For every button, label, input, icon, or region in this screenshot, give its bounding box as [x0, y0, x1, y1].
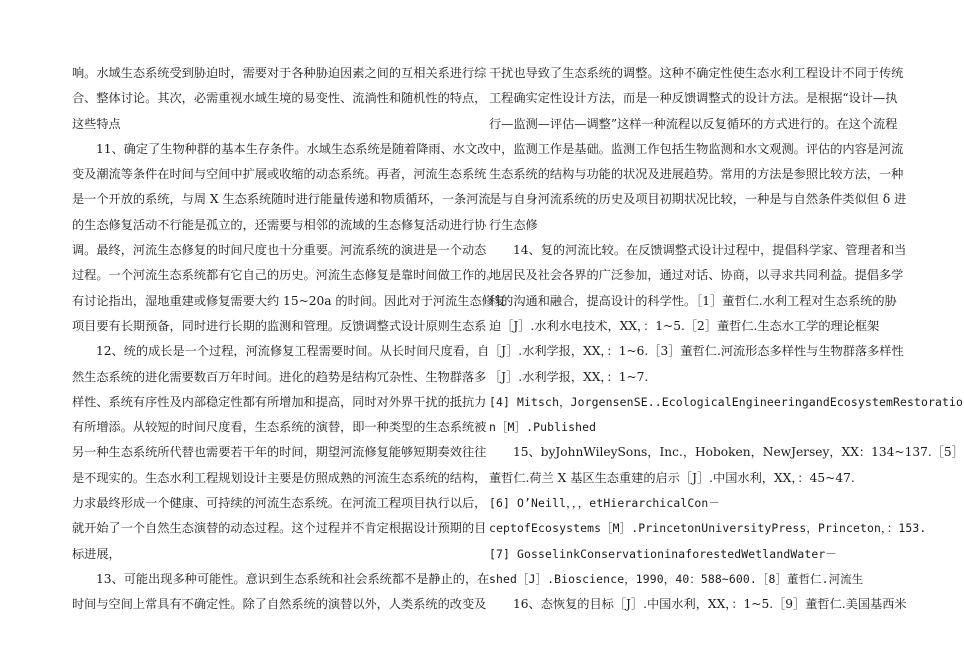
- text-line: 合、整体讨论。其次，必需重视水域生境的易变性、流淌性和随机性的特点，: [72, 91, 487, 106]
- text-line: [7] GosselinkConservationinaforestedWetlandWater－: [489, 546, 837, 561]
- text-line: 样性、系统有序性及内部稳定性都有所增加和提高，同时对外界干扰的抵抗力: [72, 394, 487, 409]
- text-line: 就开始了一个自然生态演替的动态过程。这个过程并不肯定根据设计预期的目: [72, 521, 487, 536]
- text-line: 项目要有长期预备，同时进行长期的监测和管理。反馈调整式设计原则生态系: [72, 318, 487, 333]
- text-line: ［J］.水利学报，XX，：1~6.［3］董哲仁.河流形态多样性与生物群落多样性: [489, 344, 904, 359]
- text-line: 是一个开放的系统，与周 X 生态系统随时进行能量传递和物质循环，一条河流: [72, 192, 491, 207]
- text-line: 过程。一个河流生态系统都有它自己的历史。河流生态修复是靠时间做工作的。: [72, 268, 499, 283]
- text-line: 另一种生态系统所代替也需要若干年的时间，期望河流修复能够短期奏效往往: [72, 445, 487, 460]
- text-line: 干扰也导致了生态系统的调整。这种不确定性使生态水利工程设计不同于传统: [489, 66, 904, 80]
- text-line: [6] O’Neill，，，etHierarchicalCon－: [489, 496, 720, 511]
- text-line: ［J］.水利学报，XX，：1~7.: [489, 369, 649, 384]
- left-text-column: [72, 61, 507, 618]
- text-line: 科的沟通和融合，提高设计的科学性。［1］董哲仁.水利工程对生态系统的胁: [489, 293, 897, 308]
- text-line: 中，监测工作是基础。监测工作包括生物监测和水文观测。评估的内容是河流: [489, 141, 904, 156]
- text-line: shed［J］.Bioscience，1990，40：588~600.［8］董哲仁.河流生: [489, 571, 864, 586]
- text-line: n［M］.Published: [489, 420, 597, 435]
- text-line: 12、统的成长是一个过程，河流修复工程需要时间。从长时间尺度看，自: [96, 344, 490, 359]
- text-line: 董哲仁.荷兰 X 基区生态重建的启示［J］.中国水利，XX，：45~47.: [489, 470, 855, 485]
- text-line: 变及潮流等条件在时间与空间中扩展或收缩的动态系统。再者，河流生态系统: [72, 167, 487, 182]
- text-line: 这些特点: [72, 116, 121, 131]
- text-line: 行—监测—评估—调整”这样一种流程以反复循环的方式进行的。在这个流程: [489, 116, 898, 131]
- text-line: 生态系统的结构与功能的状况及进展趋势。常用的方法是参照比较方法，一种: [489, 167, 904, 182]
- text-line: 15、byJohnWileySons，Inc.，Hoboken，NewJersey，XX：134~137.［5］: [513, 445, 964, 460]
- right-text-column: [489, 61, 964, 618]
- text-line: 14、复的河流比较。在反馈调整式设计过程中，提倡科学家、管理者和当: [513, 243, 907, 258]
- text-line: 的生态修复活动不行能是孤立的，还需要与相邻的流域的生态修复活动进行协: [72, 217, 487, 232]
- text-line: 有讨论指出，湿地重建或修复需要大约 15~20a 的时间。因此对于河流生态修复: [72, 293, 507, 308]
- text-line: 是与自身河流系统的历史及项目初期状况比较，一种是与自然条件类似但 δ 进: [489, 192, 907, 207]
- text-line: 11、确定了生物种群的基本生存条件。水域生态系统是随着降雨、水文改: [96, 141, 490, 156]
- text-line: 13、可能出现多种可能性。意识到生态系统和社会系统都不是静止的，在: [96, 571, 490, 586]
- text-line: 有所增添。从较短的时间尺度看，生态系统的演替，即一种类型的生态系统被: [72, 420, 487, 435]
- text-line: 标进展，: [72, 546, 121, 561]
- text-line: 然生态系统的进化需要数百万年时间。进化的趋势是结构冗杂性、生物群落多: [72, 369, 487, 384]
- text-line: 地居民及社会各界的广泛参加，通过对话、协商，以寻求共同利益。提倡多学: [489, 268, 904, 283]
- text-line: 是不现实的。生态水利工程规划设计主要是仿照成熟的河流生态系统的结构，: [72, 470, 487, 485]
- text-line: 时间与空间上常具有不确定性。除了自然系统的演替以外，人类系统的改变及: [72, 597, 487, 612]
- text-line: ceptofEcosystems［M］.PrincetonUniversityPress，Princeton，：153.: [489, 521, 927, 536]
- text-line: [4] Mitsch，JorgensenSE..EcologicalEngineeringandEcosystemRestoratio: [489, 394, 964, 409]
- text-line: 力求最终形成一个健康、可持续的河流生态系统。在河流工程项目执行以后，: [72, 496, 487, 511]
- text-line: 行生态修: [489, 217, 538, 232]
- text-line: 工程确实定性设计方法，而是一种反馈调整式的设计方法。是根据“设计—执: [489, 91, 898, 106]
- text-line: 迫［J］.水利水电技术，XX，：1~5.［2］董哲仁.生态水工学的理论框架: [489, 318, 880, 333]
- text-line: 响。水域生态系统受到胁迫时，需要对于各种胁迫因素之间的互相关系进行综: [72, 66, 487, 80]
- text-line: 16、态恢复的目标［J］.中国水利，XX，：1~5.［9］董哲仁.美国基西米: [513, 597, 907, 612]
- text-line: 调。最终，河流生态修复的时间尺度也十分重要。河流系统的演进是一个动态: [72, 243, 487, 258]
